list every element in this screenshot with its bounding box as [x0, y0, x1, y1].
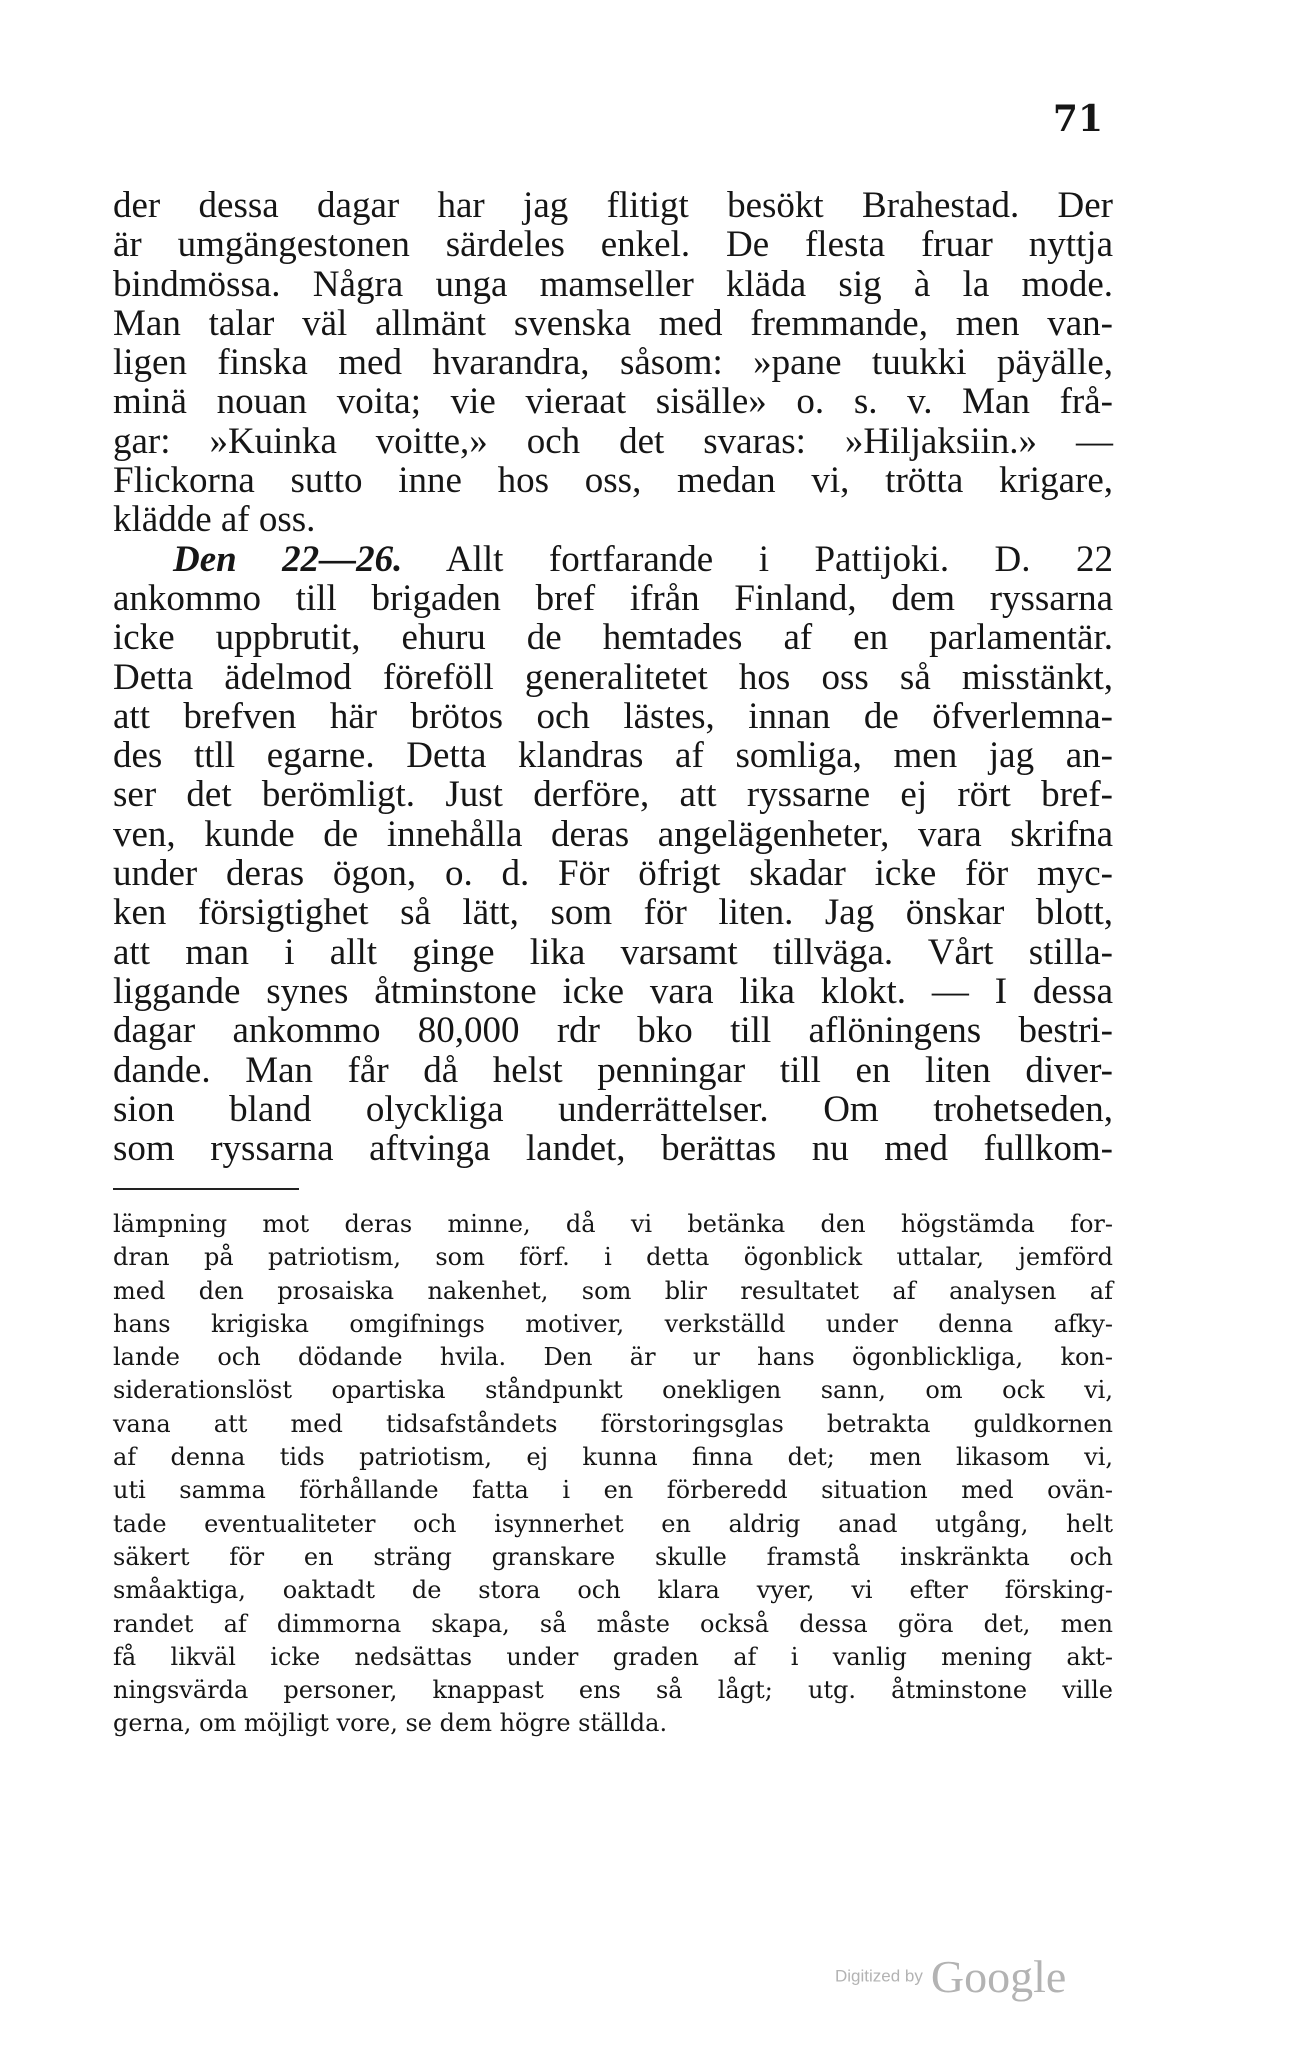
google-watermark: [835, 1950, 1066, 2003]
text-line: Flickorna sutto inne hos oss, medan vi, trötta krigare,: [113, 460, 1113, 502]
text-line: icke uppbrutit, ehuru de hemtades af en parlamentär.: [113, 617, 1113, 659]
footnote-line: uti samma förhållande fatta i en förberedd situation med ovän-: [113, 1476, 1113, 1505]
footnote-rule: [113, 1188, 299, 1190]
footnote-line: få likväl icke nedsättas under graden af i vanlig mening akt-: [113, 1642, 1113, 1671]
text-line: ligen finska med hvarandra, såsom: »pane tuukki päyälle,: [113, 342, 1113, 384]
text-line: bindmössa. Några unga mamseller kläda sig à la mode.: [113, 263, 1113, 305]
footnote-line: säkert för en sträng granskare skulle framstå inskränkta och: [113, 1542, 1113, 1571]
text-line: att man i allt ginge lika varsamt tillväga. Vårt stilla-: [113, 931, 1113, 973]
text-line: Man talar väl allmänt svenska med fremmande, men van-: [113, 302, 1113, 344]
footnote-line: hans krigiska omgifnings motiver, verkställd under denna afky-: [113, 1309, 1113, 1338]
text-line: minä nouan voita; vie vieraat sisälle» o. s. v. Man frå-: [113, 381, 1113, 423]
footnote-line: småaktiga, oaktadt de stora och klara vyer, vi efter försking-: [113, 1576, 1113, 1605]
section-dates: Den 22—26.: [173, 538, 403, 580]
text-line: är umgängestonen särdeles enkel. De flesta fruar nyttja: [113, 224, 1113, 266]
page-number: 71: [1052, 98, 1103, 140]
text-line: Detta ädelmod föreföll generalitetet hos oss så misstänkt,: [113, 656, 1113, 698]
text-line: ser det berömligt. Just derföre, att ryssarne ej rört bref-: [113, 774, 1113, 816]
main-text: [113, 186, 1113, 1168]
google-logo: Google: [930, 1951, 1067, 2002]
text-fragment: Allt fortfarande i Pattijoki. D. 22: [445, 538, 1113, 580]
footnote-line: tade eventualiteter och isynnerhet en aldrig anad utgång, helt: [113, 1509, 1113, 1538]
footnote-line: lande och dödande hvila. Den är ur hans ögonblickliga, kon-: [113, 1343, 1113, 1372]
text-line: sion bland olyckliga underrättelser. Om trohetseden,: [113, 1088, 1113, 1130]
text-line: liggande synes åtminstone icke vara lika klokt. — I dessa: [113, 970, 1113, 1012]
footnote-line: dran på patriotism, som förf. i detta ögonblick uttalar, jemförd: [113, 1243, 1113, 1272]
text-line: der dessa dagar har jag flitigt besökt Brahestad. Der: [113, 185, 1113, 226]
footnote: [113, 1208, 1113, 1741]
footnote-line: af denna tids patriotism, ej kunna finna det; men likasom vi,: [113, 1443, 1113, 1472]
text-line: dande. Man får då helst penningar till en liten diver-: [113, 1049, 1113, 1091]
footnote-line: med den prosaiska nakenhet, som blir resultatet af analysen af: [113, 1276, 1113, 1305]
footnote-line: ningsvärda personer, knappast ens så lågt; utg. åtminstone ville: [113, 1676, 1113, 1705]
text-line: dagar ankommo 80,000 rdr bko till aflöningens bestri-: [113, 1010, 1113, 1052]
footnote-line: gerna, om möjligt vore, se dem högre ställda.: [113, 1709, 668, 1738]
text-line: under deras ögon, o. d. För öfrigt skadar icke för myc-: [113, 853, 1113, 895]
footnote-line: siderationslöst opartiska ståndpunkt onekligen sann, om ock vi,: [113, 1376, 1113, 1405]
text-line: gar: »Kuinka voitte,» och det svaras: »Hiljaksiin.» —: [113, 420, 1113, 462]
text-line: des ttll egarne. Detta klandras af somliga, men jag an-: [113, 735, 1113, 777]
footnote-line: vana att med tidsafståndets förstoringsglas betrakta guldkornen: [113, 1409, 1113, 1438]
text-line: ankommo till brigaden bref ifrån Finland, dem ryssarna: [113, 577, 1113, 619]
text-line: som ryssarna aftvinga landet, berättas nu med fullkom-: [113, 1128, 1113, 1170]
text-line: ven, kunde de innehålla deras angelägenheter, vara skrifna: [113, 813, 1113, 855]
text-line: ken försigtighet så lätt, som för liten. Jag önskar blott,: [113, 892, 1113, 934]
footnote-line: randet af dimmorna skapa, så måste också dessa göra det, men: [113, 1609, 1113, 1638]
watermark-digitized-label: Digitized by: [835, 1966, 923, 1986]
text-line: klädde af oss.: [113, 499, 316, 541]
text-line: att brefven här brötos och lästes, innan de öfverlemna-: [113, 695, 1113, 737]
text-line-dated: [113, 540, 1113, 579]
footnote-line: lämpning mot deras minne, då vi betänka den högstämda for-: [113, 1210, 1113, 1238]
